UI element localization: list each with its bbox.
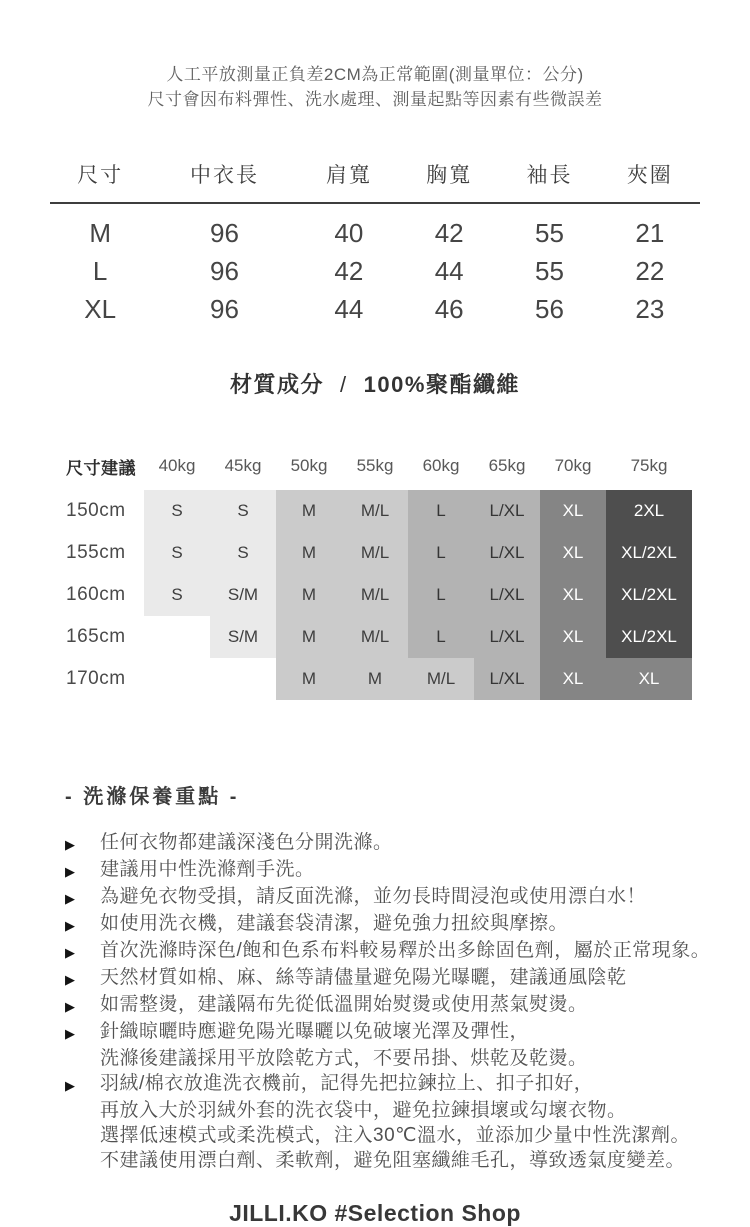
reco-size-cell: L	[408, 532, 474, 574]
care-item	[65, 1019, 750, 1071]
care-line	[65, 1098, 750, 1123]
care-line	[65, 857, 750, 884]
care-line-text: 針織晾曬時應避免陽光曝曬以免破壞光澤及彈性，	[100, 1021, 530, 1042]
care-line	[65, 1071, 750, 1098]
tolerance-line-1: 人工平放測量正負差2CM為正常範圍(測量單位：公分)	[166, 65, 584, 84]
care-line	[65, 884, 750, 911]
reco-size-cell: M	[276, 574, 342, 616]
size-table-value-cell: 21	[635, 217, 665, 248]
care-line-text: 不建議使用漂白劑、柔軟劑，避免阻塞纖維毛孔，導致透氣度變差。	[100, 1150, 686, 1171]
reco-size-cell: M/L	[342, 532, 408, 574]
reco-size-cell: M/L	[342, 490, 408, 532]
size-table-value-cell: 42	[334, 255, 364, 286]
reco-size-cell: L/XL	[474, 574, 540, 616]
material-separator: /	[340, 372, 348, 397]
reco-weight-header: 70kg	[554, 456, 592, 475]
reco-height-label: 170cm	[66, 668, 126, 689]
size-table-size-label: XL	[84, 293, 117, 324]
reco-size-cell: S	[210, 490, 276, 532]
size-table-value-cell: 96	[210, 293, 239, 324]
reco-weight-header: 60kg	[422, 456, 460, 475]
size-table-body	[50, 203, 700, 328]
care-item	[65, 938, 750, 965]
care-line-text: 任何衣物都建議深淺色分開洗滌。	[100, 832, 393, 853]
reco-height-label: 155cm	[66, 542, 126, 563]
reco-size-cell: M/L	[342, 616, 408, 658]
size-table-value-cell: 42	[434, 217, 464, 248]
reco-size-cell: S/M	[210, 616, 276, 658]
size-table-row	[50, 252, 700, 290]
care-item	[65, 911, 750, 938]
reco-size-cell: XL	[540, 574, 606, 616]
reco-size-cell: 2XL	[606, 490, 692, 532]
care-line	[65, 1046, 750, 1071]
triangle-bullet-icon: ▶	[65, 945, 75, 960]
size-table-size-label: L	[92, 255, 108, 286]
size-table-head	[50, 158, 700, 203]
size-table-header-cell: 袖長	[499, 158, 599, 203]
triangle-bullet-icon: ▶	[65, 864, 75, 879]
reco-height-label: 165cm	[66, 626, 126, 647]
size-table-header-cell: 肩寬	[299, 158, 399, 203]
reco-size-cell: L/XL	[474, 616, 540, 658]
care-line-text: 建議用中性洗滌劑手洗。	[100, 859, 315, 880]
reco-size-cell: L/XL	[474, 490, 540, 532]
care-line	[65, 1148, 750, 1173]
reco-weight-header: 50kg	[290, 456, 328, 475]
reco-size-cell: M/L	[342, 574, 408, 616]
triangle-bullet-icon: ▶	[65, 1078, 75, 1093]
measurement-tolerance-note	[0, 0, 750, 112]
triangle-bullet-icon	[65, 1148, 100, 1150]
care-line	[65, 965, 750, 992]
reco-size-cell: XL/2XL	[606, 574, 692, 616]
care-item	[65, 830, 750, 857]
care-line	[65, 938, 750, 965]
reco-size-cell: L	[408, 616, 474, 658]
size-table-header-cell: 中衣長	[150, 158, 298, 203]
reco-height-row	[62, 658, 750, 700]
care-line-text: 再放入大於羽絨外套的洗衣袋中，避免拉鍊損壞或勾壞衣物。	[100, 1100, 627, 1121]
reco-size-cell	[144, 658, 210, 700]
reco-size-cell: XL	[540, 658, 606, 700]
care-line-text: 如需整燙，建議隔布先從低溫開始熨燙或使用蒸氣熨燙。	[100, 994, 588, 1015]
care-line-text: 羽絨/棉衣放進洗衣機前，記得先把拉鍊拉上、扣子扣好，	[100, 1073, 594, 1094]
reco-weight-header: 45kg	[224, 456, 262, 475]
size-table-value-cell: 55	[535, 217, 564, 248]
reco-corner-label: 尺寸建議	[66, 458, 136, 478]
triangle-bullet-icon	[65, 1046, 100, 1048]
reco-size-cell: S	[144, 532, 210, 574]
care-line-text: 洗滌後建議採用平放陰乾方式，不要吊掛、烘乾及乾燙。	[100, 1048, 588, 1069]
reco-weight-header: 75kg	[630, 456, 668, 475]
care-list	[65, 830, 750, 1173]
material-value: 100%聚酯纖維	[363, 372, 520, 397]
size-table-header-cell: 胸寬	[399, 158, 499, 203]
reco-height-row	[62, 574, 750, 616]
reco-height-row	[62, 490, 750, 532]
reco-size-cell: XL	[540, 532, 606, 574]
size-measurement-table	[50, 158, 700, 328]
size-table-value-cell: 55	[535, 255, 564, 286]
reco-header-row	[62, 451, 750, 481]
care-line	[65, 992, 750, 1019]
care-title: - 洗滌保養重點 -	[65, 786, 240, 808]
care-line	[65, 911, 750, 938]
size-recommendation-matrix	[62, 451, 750, 700]
reco-size-cell: S/M	[210, 574, 276, 616]
reco-size-cell: L	[408, 490, 474, 532]
triangle-bullet-icon: ▶	[65, 999, 75, 1014]
size-table-value-cell: 96	[210, 255, 239, 286]
size-table-row	[50, 203, 700, 252]
reco-size-cell: L/XL	[474, 658, 540, 700]
reco-weight-header: 55kg	[356, 456, 394, 475]
reco-height-label: 160cm	[66, 584, 126, 605]
care-item	[65, 857, 750, 884]
reco-size-cell: M	[276, 616, 342, 658]
reco-size-cell	[210, 658, 276, 700]
care-line-text: 如使用洗衣機，建議套袋清潔，避免強力扭絞與摩擦。	[100, 913, 569, 934]
reco-size-cell: XL/2XL	[606, 616, 692, 658]
reco-size-cell: XL	[540, 616, 606, 658]
reco-size-cell: M	[276, 532, 342, 574]
care-item	[65, 1071, 750, 1173]
reco-size-cell: S	[144, 574, 210, 616]
size-table-value-cell: 96	[210, 217, 239, 248]
size-table-value-cell: 56	[535, 293, 564, 324]
reco-size-cell: S	[144, 490, 210, 532]
reco-size-cell: XL/2XL	[606, 532, 692, 574]
reco-size-cell: L	[408, 574, 474, 616]
care-line	[65, 830, 750, 857]
triangle-bullet-icon: ▶	[65, 918, 75, 933]
triangle-bullet-icon: ▶	[65, 972, 75, 987]
material-label: 材質成分	[230, 372, 325, 397]
reco-size-cell	[144, 616, 210, 658]
reco-size-cell: M	[276, 658, 342, 700]
size-table-size-label: M	[89, 217, 111, 248]
reco-size-cell: L/XL	[474, 532, 540, 574]
size-table-value-cell: 22	[635, 255, 665, 286]
reco-size-cell: S	[210, 532, 276, 574]
care-item	[65, 884, 750, 911]
care-line-text: 天然材質如棉、麻、絲等請儘量避免陽光曝曬，建議通風陰乾	[100, 967, 627, 988]
care-line	[65, 1123, 750, 1148]
tolerance-line-2: 尺寸會因布料彈性、洗水處理、測量起點等因素有些微誤差	[147, 90, 603, 109]
reco-weight-header: 65kg	[488, 456, 526, 475]
care-item	[65, 965, 750, 992]
triangle-bullet-icon	[65, 1098, 100, 1100]
care-item	[65, 992, 750, 1019]
size-table-value-cell: 44	[434, 255, 464, 286]
reco-size-cell: XL	[606, 658, 692, 700]
reco-size-cell: M/L	[408, 658, 474, 700]
triangle-bullet-icon: ▶	[65, 837, 75, 852]
care-line-text: 選擇低速模式或柔洗模式，注入30℃溫水，並添加少量中性洗潔劑。	[100, 1125, 690, 1146]
reco-size-cell: M	[276, 490, 342, 532]
size-table-value-cell: 40	[334, 217, 364, 248]
reco-height-label: 150cm	[66, 500, 126, 521]
reco-weight-header: 40kg	[158, 456, 196, 475]
size-table-row	[50, 290, 700, 328]
reco-size-cell: XL	[540, 490, 606, 532]
care-section	[65, 780, 750, 1173]
reco-height-row	[62, 532, 750, 574]
material-composition	[0, 368, 750, 399]
reco-size-cell: M	[342, 658, 408, 700]
size-table-value-cell: 46	[434, 293, 464, 324]
care-line-text: 首次洗滌時深色/飽和色系布料較易釋於出多餘固色劑，屬於正常現象。	[100, 940, 711, 961]
triangle-bullet-icon: ▶	[65, 891, 75, 906]
brand-footer: JILLI.KO #Selection Shop	[229, 1200, 521, 1226]
care-line	[65, 1019, 750, 1046]
size-table-header-cell: 夾圈	[600, 158, 700, 203]
size-table-header-cell: 尺寸	[50, 158, 150, 203]
size-table-value-cell: 23	[635, 293, 665, 324]
triangle-bullet-icon: ▶	[65, 1026, 75, 1041]
reco-body	[62, 490, 750, 700]
triangle-bullet-icon	[65, 1123, 100, 1125]
care-line-text: 為避免衣物受損，請反面洗滌，並勿長時間浸泡或使用漂白水！	[100, 886, 647, 907]
reco-height-row	[62, 616, 750, 658]
size-table-value-cell: 44	[334, 293, 364, 324]
